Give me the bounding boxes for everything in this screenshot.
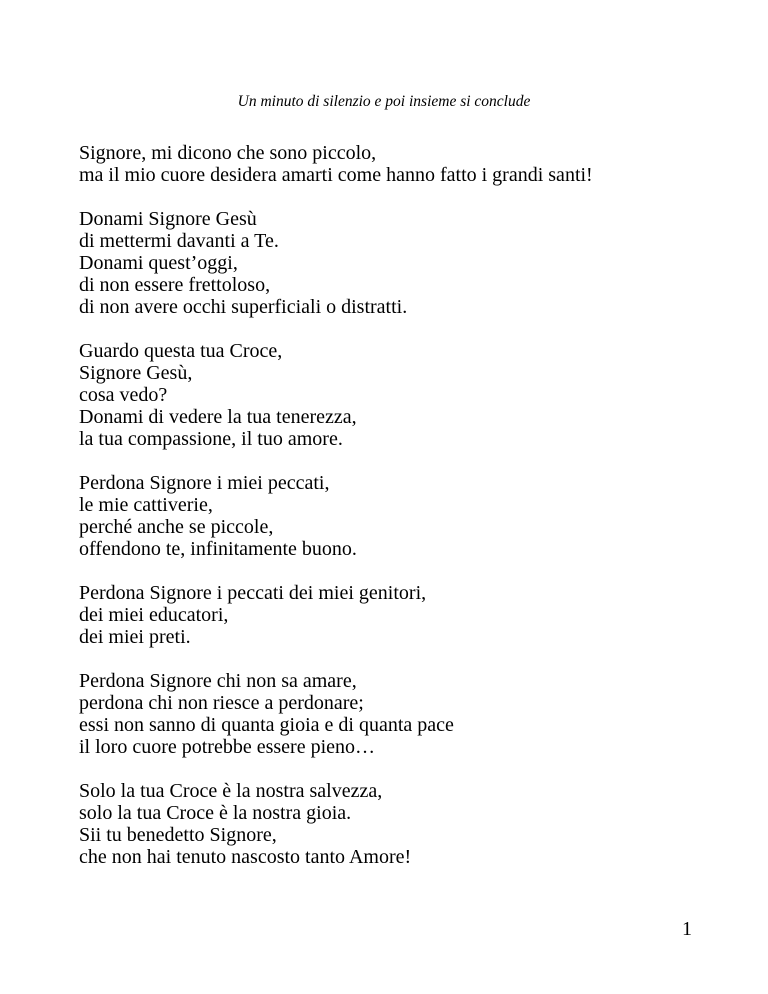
prayer-line: il loro cuore potrebbe essere pieno… [79,736,376,758]
prayer-line: Perdona Signore i miei peccati, [79,472,330,494]
prayer-line: la tua compassione, il tuo amore. [79,428,343,450]
prayer-line: che non hai tenuto nascosto tanto Amore! [79,846,412,868]
prayer-line: di non essere frettoloso, [79,274,271,296]
prayer-line: le mie cattiverie, [79,494,213,516]
stanza [79,340,719,450]
page-number: 1 [682,918,692,940]
prayer-text [79,142,719,890]
prayer-line: di mettermi davanti a Te. [79,230,279,252]
prayer-line: solo la tua Croce è la nostra gioia. [79,802,352,824]
prayer-line: Signore Gesù, [79,362,193,384]
stanza [79,208,719,318]
prayer-line: dei miei educatori, [79,604,229,626]
prayer-line: Perdona Signore chi non sa amare, [79,670,357,692]
prayer-line: essi non sanno di quanta gioia e di quanta pace [79,714,454,736]
prayer-line: Donami di vedere la tua tenerezza, [79,406,357,428]
prayer-line: Perdona Signore i peccati dei miei genitori, [79,582,427,604]
prayer-line: perdona chi non riesce a perdonare; [79,692,364,714]
stanza [79,670,719,758]
prayer-line: ma il mio cuore desidera amarti come hanno fatto i grandi santi! [79,164,593,186]
prayer-line: Signore, mi dicono che sono piccolo, [79,142,377,164]
stanza [79,582,719,648]
prayer-line: Solo la tua Croce è la nostra salvezza, [79,780,383,802]
prayer-line: cosa vedo? [79,384,168,406]
prayer-line: Donami Signore Gesù [79,208,257,230]
prayer-line: dei miei preti. [79,626,191,648]
page-heading: Un minuto di silenzio e poi insieme si conclude [237,93,531,110]
prayer-line: offendono te, infinitamente buono. [79,538,357,560]
prayer-line: di non avere occhi superficiali o distratti. [79,296,408,318]
prayer-line: Guardo questa tua Croce, [79,340,283,362]
prayer-line: perché anche se piccole, [79,516,274,538]
prayer-line: Donami quest’oggi, [79,252,238,274]
stanza [79,472,719,560]
stanza [79,780,719,868]
prayer-line: Sii tu benedetto Signore, [79,824,277,846]
stanza [79,142,719,186]
